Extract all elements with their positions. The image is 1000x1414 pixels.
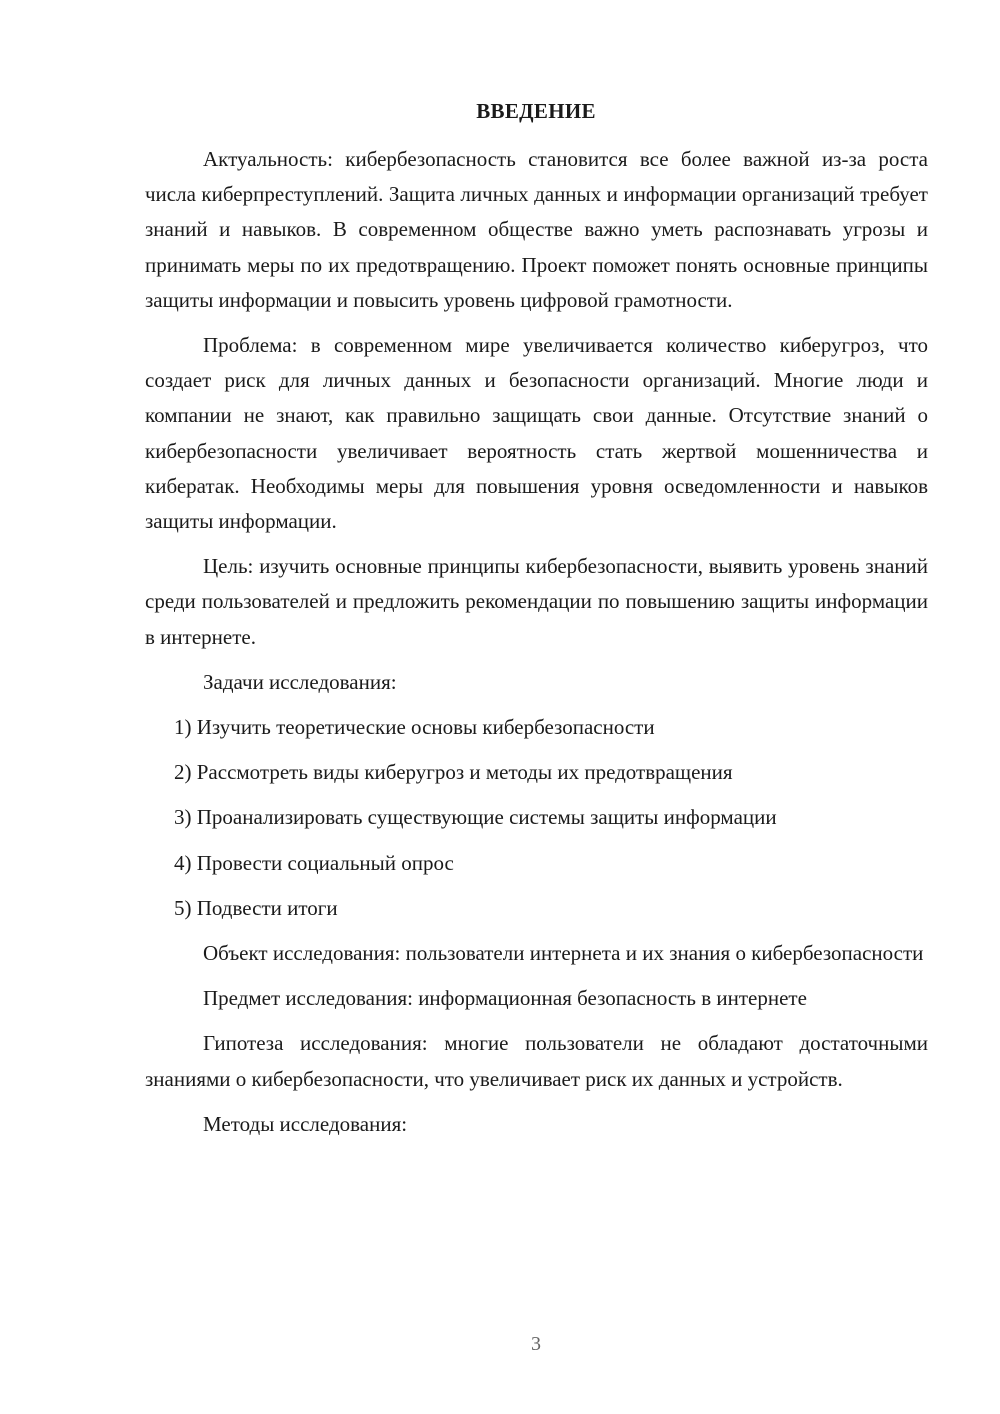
paragraph-goal: Цель: изучить основные принципы кибербезопасности, выявить уровень знаний среди пользователей и предложить рекомендации по повышению защиты информации в интернете. <box>145 554 928 649</box>
tasks-heading: Задачи исследования: <box>203 669 397 694</box>
list-item: 3) Проанализировать существующие системы защиты информации <box>174 805 777 830</box>
methods-heading: Методы исследования: <box>203 1111 408 1136</box>
list-item: 1) Изучить теоретические основы кибербезопасности <box>174 715 655 740</box>
paragraph-relevance: Актуальность: кибербезопасность становится все более важной из-за роста числа киберпреступлений. Защита личных данных и информации организаций требует знаний и навыков. В современном обществе важно уметь распознавать угрозы и принимать меры по их предотвращению. Проект поможет понять основные принципы защиты информации и повысить уровень цифровой грамотности. <box>145 147 928 312</box>
list-item: 2) Рассмотреть виды киберугроз и методы их предотвращения <box>174 760 733 785</box>
paragraph-subject: Предмет исследования: информационная безопасность в интернете <box>203 986 807 1011</box>
list-item: 5) Подвести итоги <box>174 895 338 920</box>
paragraph-hypothesis: Гипотеза исследования: многие пользователи не обладают достаточными знаниями о кибербезопасности, что увеличивает риск их данных и устройств. <box>145 1031 928 1091</box>
document-body <box>145 142 928 1142</box>
page-title: ВВЕДЕНИЕ <box>476 99 596 123</box>
tasks-list <box>145 710 928 926</box>
page-number: 3 <box>531 1333 541 1355</box>
paragraph-object: Объект исследования: пользователи интернета и их знания о кибербезопасности <box>203 941 924 966</box>
list-item: 4) Провести социальный опрос <box>174 850 454 875</box>
paragraph-problem: Проблема: в современном мире увеличивается количество киберугроз, что создает риск для личных данных и безопасности организаций. Многие люди и компании не знают, как правильно защищать свои данные. Отсутствие знаний о кибербезопасности увеличивает вероятность стать жертвой мошенничества и кибератак. Необходимы меры для повышения уровня осведомленности и навыков защиты информации. <box>145 333 928 534</box>
